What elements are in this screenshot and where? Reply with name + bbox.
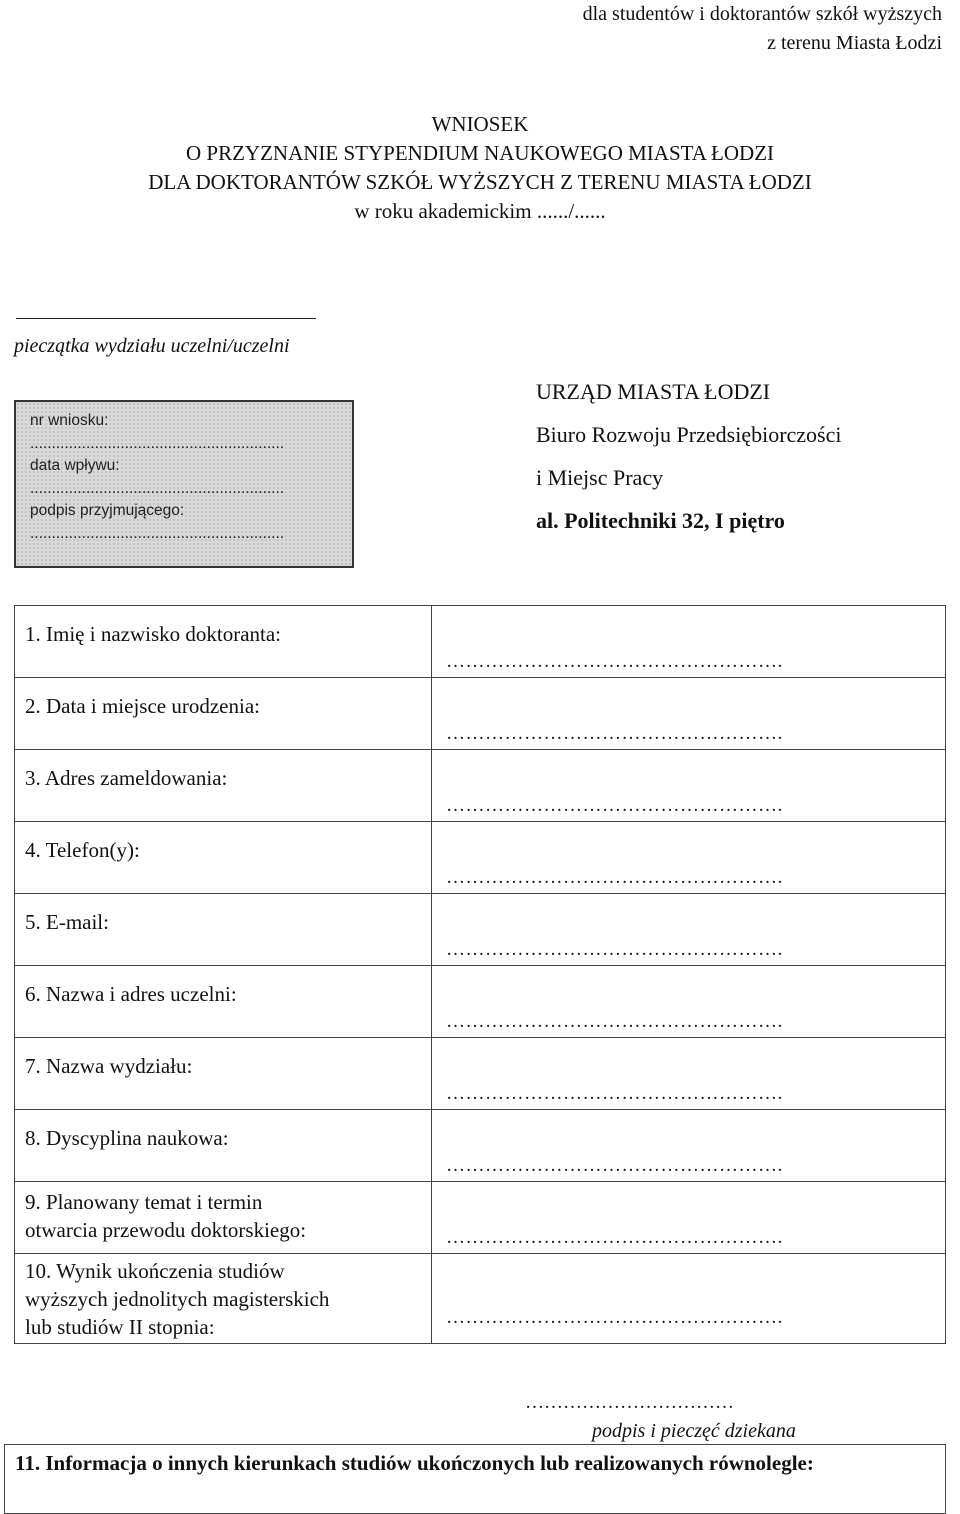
title-line3: DLA DOKTORANTÓW SZKÓŁ WYŻSZYCH Z TERENU MIASTA ŁODZI <box>148 170 812 194</box>
form-row <box>15 1038 946 1110</box>
dean-signature-label: podpis i pieczęć dziekana <box>592 1420 796 1442</box>
field-label: 3. Adres zameldowania: <box>15 750 432 822</box>
header-note-line2: z terenu Miasta Łodzi <box>767 32 942 54</box>
field-input-cell[interactable] <box>432 1110 946 1182</box>
dean-signature-line[interactable]: …………………………… <box>525 1392 734 1413</box>
title-line4: w roku akademickim ....../...... <box>354 199 606 223</box>
field-input-dots[interactable]: ……………………………………………. <box>446 939 783 960</box>
title-line2: O PRZYZNANIE STYPENDIUM NAUKOWEGO MIASTA ŁODZI <box>185 141 775 165</box>
registration-box <box>14 400 354 568</box>
field-label: 7. Nazwa wydziału: <box>15 1038 432 1110</box>
form-row <box>15 822 946 894</box>
office-street: al. Politechniki 32, I piętro <box>536 508 785 533</box>
field-label: 4. Telefon(y): <box>15 822 432 894</box>
field-input-dots[interactable]: ……………………………………………. <box>446 723 783 744</box>
field-input-dots[interactable]: ……………………………………………. <box>446 867 783 888</box>
field-input-cell[interactable] <box>432 1254 946 1344</box>
stamp-line <box>16 318 316 319</box>
field-input-dots[interactable]: ……………………………………………. <box>446 1011 783 1032</box>
field-label: 8. Dyscyplina naukowa: <box>15 1110 432 1182</box>
field-label: 2. Data i miejsce urodzenia: <box>15 678 432 750</box>
reg-number-label: nr wniosku: <box>30 412 109 429</box>
section-11-box[interactable] <box>4 1444 946 1514</box>
form-row <box>15 606 946 678</box>
field-input-cell[interactable] <box>432 678 946 750</box>
field-input-dots[interactable]: ……………………………………………. <box>446 651 783 672</box>
reg-signature-field[interactable]: ........................................................... <box>30 524 285 542</box>
section-11-heading: 11. Informacja o innych kierunkach studiów ukończonych lub realizowanych równolegle: <box>15 1451 814 1475</box>
field-input-dots[interactable]: ……………………………………………. <box>446 1155 783 1176</box>
header-note <box>583 0 942 58</box>
reg-number-field[interactable]: ........................................................... <box>30 434 285 452</box>
form-row <box>15 1110 946 1182</box>
field-input-cell[interactable] <box>432 1182 946 1254</box>
office-department-line1: Biuro Rozwoju Przedsiębiorczości <box>536 422 842 447</box>
header-note-line1: dla studentów i doktorantów szkół wyższych <box>582 3 942 25</box>
field-label-line: wyższych jednolitych magisterskich <box>25 1287 330 1311</box>
reg-signature-label: podpis przyjmującego: <box>30 502 185 519</box>
office-name: URZĄD MIASTA ŁODZI <box>536 379 771 404</box>
field-input-dots[interactable]: ……………………………………………. <box>446 795 783 816</box>
reg-date-label: data wpływu: <box>30 457 120 474</box>
field-label: 1. Imię i nazwisko doktoranta: <box>15 606 432 678</box>
field-label-line: lub studiów II stopnia: <box>25 1315 215 1339</box>
field-input-cell[interactable] <box>432 750 946 822</box>
form-row <box>15 1182 946 1254</box>
field-input-dots[interactable]: ……………………………………………. <box>446 1227 783 1248</box>
field-input-cell[interactable] <box>432 822 946 894</box>
form-row <box>15 1254 946 1344</box>
field-label: 6. Nazwa i adres uczelni: <box>15 966 432 1038</box>
field-label <box>15 1254 432 1344</box>
reg-date-field[interactable]: ........................................................... <box>30 479 285 497</box>
stamp-label: pieczątka wydziału uczelni/uczelni <box>14 335 290 357</box>
field-label-line: otwarcia przewodu doktorskiego: <box>25 1218 307 1242</box>
form-row <box>15 678 946 750</box>
title-line1: WNIOSEK <box>431 112 529 136</box>
field-label-line: 10. Wynik ukończenia studiów <box>25 1259 285 1283</box>
field-label-line: 9. Planowany temat i termin <box>25 1190 263 1214</box>
form-row <box>15 894 946 966</box>
office-address <box>536 370 842 542</box>
field-input-cell[interactable] <box>432 894 946 966</box>
form-row <box>15 966 946 1038</box>
field-input-cell[interactable] <box>432 966 946 1038</box>
field-input-dots[interactable]: ……………………………………………. <box>446 1083 783 1104</box>
field-input-dots[interactable]: ……………………………………………. <box>446 1307 783 1328</box>
form-title <box>0 110 960 226</box>
field-input-cell[interactable] <box>432 1038 946 1110</box>
applicant-form-table <box>14 605 946 1344</box>
office-department-line2: i Miejsc Pracy <box>536 465 664 490</box>
field-label <box>15 1182 432 1254</box>
form-row <box>15 750 946 822</box>
field-label: 5. E-mail: <box>15 894 432 966</box>
field-input-cell[interactable] <box>432 606 946 678</box>
